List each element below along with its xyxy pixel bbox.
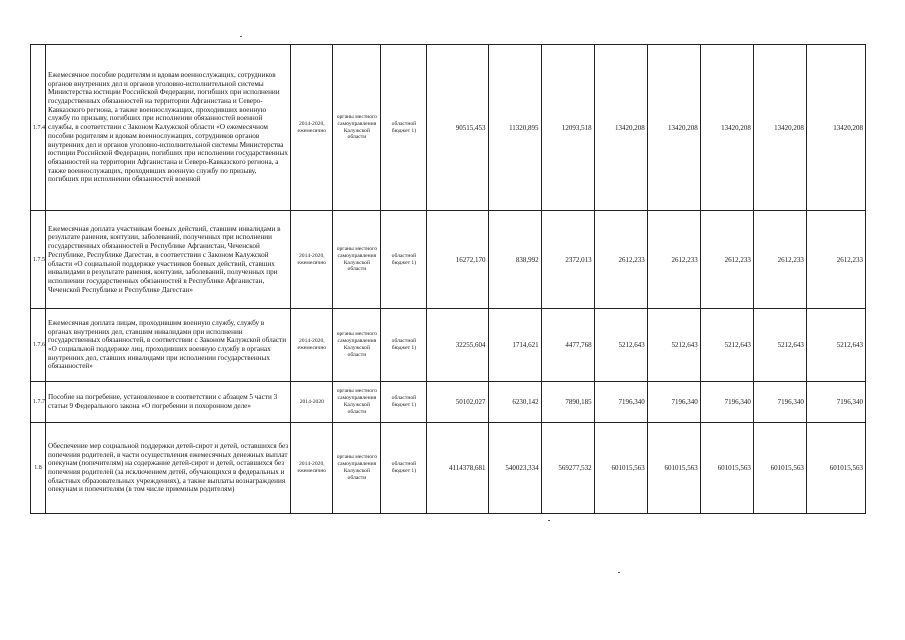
row-number: 1.7.4 bbox=[31, 45, 46, 211]
year-amount: 540023,334 bbox=[488, 423, 541, 514]
year-amount: 13420,208 bbox=[806, 45, 865, 211]
year-amount: 7196,340 bbox=[753, 382, 806, 423]
year-amount: 7890,185 bbox=[541, 382, 594, 423]
total-amount: 50102,027 bbox=[427, 382, 488, 423]
year-amount: 601015,563 bbox=[594, 423, 647, 514]
year-amount: 5212,643 bbox=[700, 309, 753, 382]
year-amount: 5212,643 bbox=[594, 309, 647, 382]
executor: органы местного самоуправления Калужской области bbox=[333, 211, 381, 309]
funding-source: областной бюджет 1) bbox=[381, 45, 427, 211]
executor: органы местного самоуправления Калужской области bbox=[333, 423, 381, 514]
measure-description: Обеспечение мер социальной поддержки детей-сирот и детей, оставшихся без попечения родителей, в части осуществления ежемесячных денежных выплат опекунам (попечителям) на содержание детей-сирот и детей, оставшихся без попечения родителей (за исключением детей, обучающихся в федеральных и областных образовательных учреждениях), а также выплаты вознаграждения опекунам и попечителям (в том числе приемным родителям) bbox=[46, 423, 291, 514]
year-amount: 2612,233 bbox=[753, 211, 806, 309]
total-amount: 4114378,681 bbox=[427, 423, 488, 514]
measure-description: Ежемесячная доплата участникам боевых действий, ставшим инвалидами в результате ранения, контузии, заболеваний, полученных при исполнении государственных обязанностей в Республике Афганистан, Чеченской Республике, Республике Дагестан, в соответствии с Законом Калужской области «О социальной поддержке участников боевых действий, ставших инвалидами в результате ранения, контузии, заболеваний, полученных при исполнении государственных обязанностей в Республике Афганистан, Чеченской Республике и Республике Дагестан» bbox=[46, 211, 291, 309]
executor: органы местного самоуправления Калужской области bbox=[333, 45, 381, 211]
measure-description: Ежемесячная доплата лицам, проходившим военную службу, службу в органах внутренних дел, ставшим инвалидами при исполнении государственных обязанностей, в соответствии с Законом Калужской области «О социальной поддержке лиц, проходивших военную службу в органах внутренних дел, ставших инвалидами при исполнении государственных обязанностей» bbox=[46, 309, 291, 382]
total-amount: 16272,170 bbox=[427, 211, 488, 309]
year-amount: 5212,643 bbox=[753, 309, 806, 382]
year-amount: 2612,233 bbox=[594, 211, 647, 309]
funding-source: областной бюджет 1) bbox=[381, 382, 427, 423]
year-amount: 7196,340 bbox=[594, 382, 647, 423]
year-amount: 2612,233 bbox=[806, 211, 865, 309]
year-amount: 2612,233 bbox=[647, 211, 700, 309]
table-row bbox=[31, 211, 866, 309]
scan-speck bbox=[548, 520, 550, 521]
year-amount: 2612,233 bbox=[700, 211, 753, 309]
measure-description: Ежемесячное пособие родителям и вдовам военнослужащих, сотрудников органов внутренних дел и органов уголовно-исполнительной системы Министерства юстиции Российской Федерации, погибших при исполнении государственных обязанностей на территории Афганистана и Северо-Кавказского региона, а также военнослужащих, проходивших военную службу по призыву, погибших при исполнении обязанностей военной службы, в соответствии с Законом Калужской области «О ежемесячном пособии родителям и вдовам военнослужащих, сотрудников органов внутренних дел и органов уголовно-исполнительной системы Министерства юстиции Российской Федерации, погибших при исполнении государственных обязанностей на территории Афганистана и Северо-Кавказского региона, а также военнослужащих, проходивших военную службу по призыву, погибших при исполнении обязанностей военной bbox=[46, 45, 291, 211]
year-amount: 12093,518 bbox=[541, 45, 594, 211]
year-amount: 1714,621 bbox=[488, 309, 541, 382]
implementation-period: 2014-2020 bbox=[291, 382, 333, 423]
year-amount: 13420,208 bbox=[647, 45, 700, 211]
funding-source: областной бюджет 1) bbox=[381, 309, 427, 382]
table-body bbox=[31, 45, 866, 514]
year-amount: 838,992 bbox=[488, 211, 541, 309]
implementation-period: 2014-2020, ежемесячно bbox=[291, 423, 333, 514]
year-amount: 569277,532 bbox=[541, 423, 594, 514]
year-amount: 5212,643 bbox=[806, 309, 865, 382]
implementation-period: 2014-2020, ежемесячно bbox=[291, 211, 333, 309]
year-amount: 7196,340 bbox=[700, 382, 753, 423]
year-amount: 601015,563 bbox=[647, 423, 700, 514]
implementation-period: 2014-2020, ежемесячно bbox=[291, 45, 333, 211]
table-row bbox=[31, 309, 866, 382]
scan-speck bbox=[618, 572, 620, 573]
year-amount: 6230,142 bbox=[488, 382, 541, 423]
row-number: 1.7.5 bbox=[31, 211, 46, 309]
funding-source: областной бюджет 1) bbox=[381, 423, 427, 514]
year-amount: 13420,208 bbox=[700, 45, 753, 211]
table-row bbox=[31, 45, 866, 211]
year-amount: 601015,563 bbox=[700, 423, 753, 514]
total-amount: 32255,604 bbox=[427, 309, 488, 382]
year-amount: 7196,340 bbox=[647, 382, 700, 423]
scan-speck bbox=[240, 36, 242, 37]
year-amount: 601015,563 bbox=[806, 423, 865, 514]
row-number: 1.7.7 bbox=[31, 382, 46, 423]
document-page bbox=[30, 44, 866, 514]
executor: органы местного самоуправления Калужской области bbox=[333, 382, 381, 423]
year-amount: 13420,208 bbox=[594, 45, 647, 211]
program-measures-table bbox=[30, 44, 866, 514]
year-amount: 7196,340 bbox=[806, 382, 865, 423]
implementation-period: 2014-2020, ежемесячно bbox=[291, 309, 333, 382]
year-amount: 5212,643 bbox=[647, 309, 700, 382]
row-number: 1.8 bbox=[31, 423, 46, 514]
year-amount: 2372,013 bbox=[541, 211, 594, 309]
table-row bbox=[31, 382, 866, 423]
table-row bbox=[31, 423, 866, 514]
total-amount: 90515,453 bbox=[427, 45, 488, 211]
year-amount: 601015,563 bbox=[753, 423, 806, 514]
executor: органы местного самоуправления Калужской области bbox=[333, 309, 381, 382]
measure-description: Пособие на погребение, установленное в соответствии с абзацем 5 части 3 статьи 9 Федерального закона «О погребении и похоронном деле» bbox=[46, 382, 291, 423]
funding-source: областной бюджет 1) bbox=[381, 211, 427, 309]
year-amount: 4477,768 bbox=[541, 309, 594, 382]
year-amount: 13420,208 bbox=[753, 45, 806, 211]
year-amount: 11320,895 bbox=[488, 45, 541, 211]
row-number: 1.7.6 bbox=[31, 309, 46, 382]
